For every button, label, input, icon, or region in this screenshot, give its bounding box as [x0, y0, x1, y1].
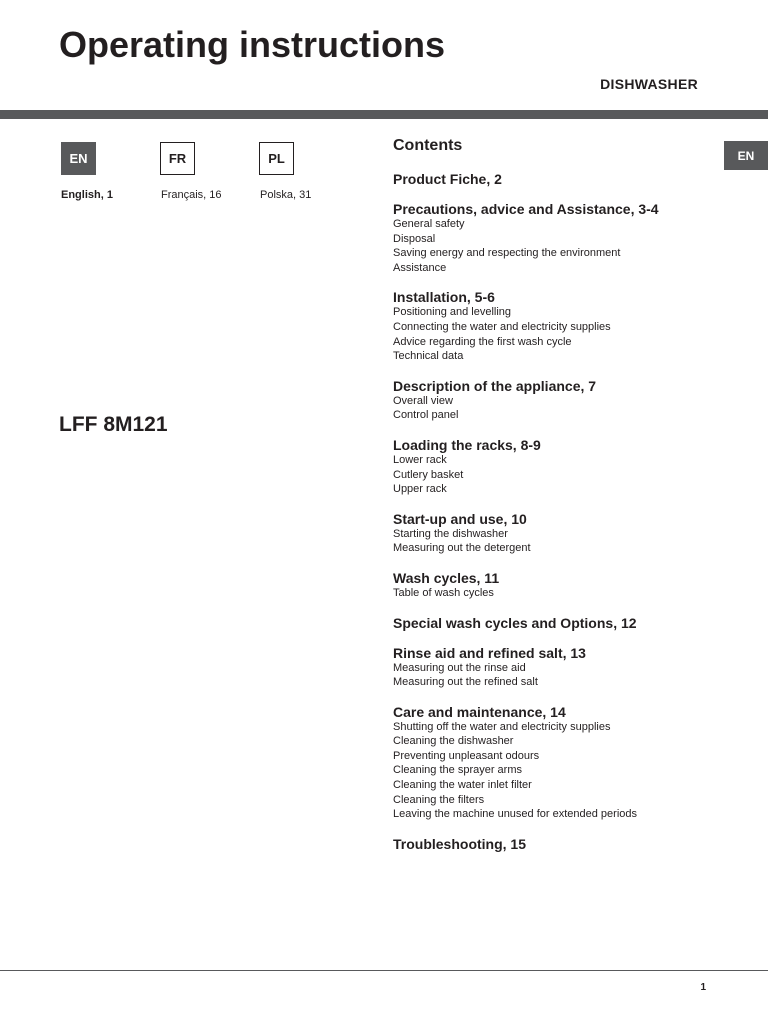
toc-section-title[interactable]: Wash cycles, 11	[393, 569, 500, 586]
toc-sub-item[interactable]: Overall view	[393, 394, 453, 407]
toc-sub-item[interactable]: Measuring out the rinse aid	[393, 661, 526, 674]
toc-section	[393, 201, 723, 275]
table-of-contents	[393, 171, 723, 866]
language-label-fr[interactable]: Français, 16	[161, 189, 222, 201]
toc-section-title[interactable]: Rinse aid and refined salt, 13	[393, 644, 586, 661]
toc-sub-item[interactable]: Saving energy and respecting the environment	[393, 247, 621, 260]
toc-section	[393, 171, 723, 187]
toc-sub-item[interactable]: Assistance	[393, 261, 447, 274]
toc-sub-item[interactable]: Measuring out the detergent	[393, 542, 531, 555]
toc-section	[393, 704, 723, 822]
toc-sub-item[interactable]: Lower rack	[393, 453, 447, 466]
model-number: LFF 8M121	[59, 413, 168, 436]
toc-sub-item[interactable]: General safety	[393, 218, 465, 230]
header-divider	[0, 110, 768, 119]
language-button-en[interactable]: EN	[61, 142, 96, 175]
footer-divider	[0, 970, 768, 971]
toc-section-title[interactable]: Start-up and use, 10	[393, 510, 527, 527]
toc-sub-item[interactable]: Upper rack	[393, 483, 447, 496]
toc-sub-item[interactable]: Starting the dishwasher	[393, 527, 508, 540]
toc-section-title[interactable]: Troubleshooting, 15	[393, 835, 527, 852]
toc-section-title[interactable]: Care and maintenance, 14	[393, 703, 566, 720]
language-button-fr[interactable]: FR	[160, 142, 195, 175]
toc-section-title[interactable]: Description of the appliance, 7	[393, 377, 597, 394]
toc-sub-item[interactable]: Table of wash cycles	[393, 586, 494, 599]
toc-section-title[interactable]: Product Fiche, 2	[393, 171, 502, 187]
toc-sub-item[interactable]: Disposal	[393, 232, 436, 245]
toc-sub-item[interactable]: Cleaning the water inlet filter	[393, 779, 532, 792]
page-number: 1	[700, 982, 706, 993]
toc-sub-item[interactable]: Preventing unpleasant odours	[393, 749, 540, 762]
toc-sub-item[interactable]: Measuring out the refined salt	[393, 676, 538, 689]
toc-section	[393, 645, 723, 690]
toc-sub-item[interactable]: Positioning and levelling	[393, 306, 512, 319]
toc-sub-item[interactable]: Technical data	[393, 350, 464, 363]
toc-section	[393, 836, 723, 852]
toc-sub-item[interactable]: Cleaning the dishwasher	[393, 735, 514, 748]
language-side-tab: EN	[724, 141, 768, 170]
language-label-pl[interactable]: Polska, 31	[260, 189, 312, 201]
contents-heading: Contents	[393, 137, 463, 154]
language-label-en[interactable]: English, 1	[61, 189, 113, 201]
toc-section	[393, 289, 723, 363]
toc-section-title[interactable]: Installation, 5-6	[393, 289, 495, 306]
toc-section	[393, 378, 723, 423]
toc-sub-item[interactable]: Cleaning the sprayer arms	[393, 764, 523, 777]
toc-sub-item[interactable]: Control panel	[393, 409, 459, 422]
toc-section	[393, 570, 723, 601]
toc-sub-item[interactable]: Cleaning the filters	[393, 793, 485, 806]
toc-section	[393, 437, 723, 497]
toc-sub-item[interactable]: Leaving the machine unused for extended periods	[393, 808, 638, 821]
toc-sub-item[interactable]: Cutlery basket	[393, 468, 464, 481]
page-title: Operating instructions	[59, 24, 446, 65]
toc-sub-item[interactable]: Advice regarding the first wash cycle	[393, 335, 572, 348]
toc-section	[393, 615, 723, 631]
toc-section-title[interactable]: Special wash cycles and Options, 12	[393, 614, 637, 631]
toc-section-title[interactable]: Loading the racks, 8-9	[393, 436, 541, 453]
toc-sub-item[interactable]: Shutting off the water and electricity supplies	[393, 720, 611, 733]
toc-sub-item[interactable]: Connecting the water and electricity supplies	[393, 320, 611, 333]
product-type: DISHWASHER	[600, 76, 698, 92]
toc-section-title[interactable]: Precautions, advice and Assistance, 3-4	[393, 201, 659, 217]
language-button-pl[interactable]: PL	[259, 142, 294, 175]
toc-section	[393, 511, 723, 556]
